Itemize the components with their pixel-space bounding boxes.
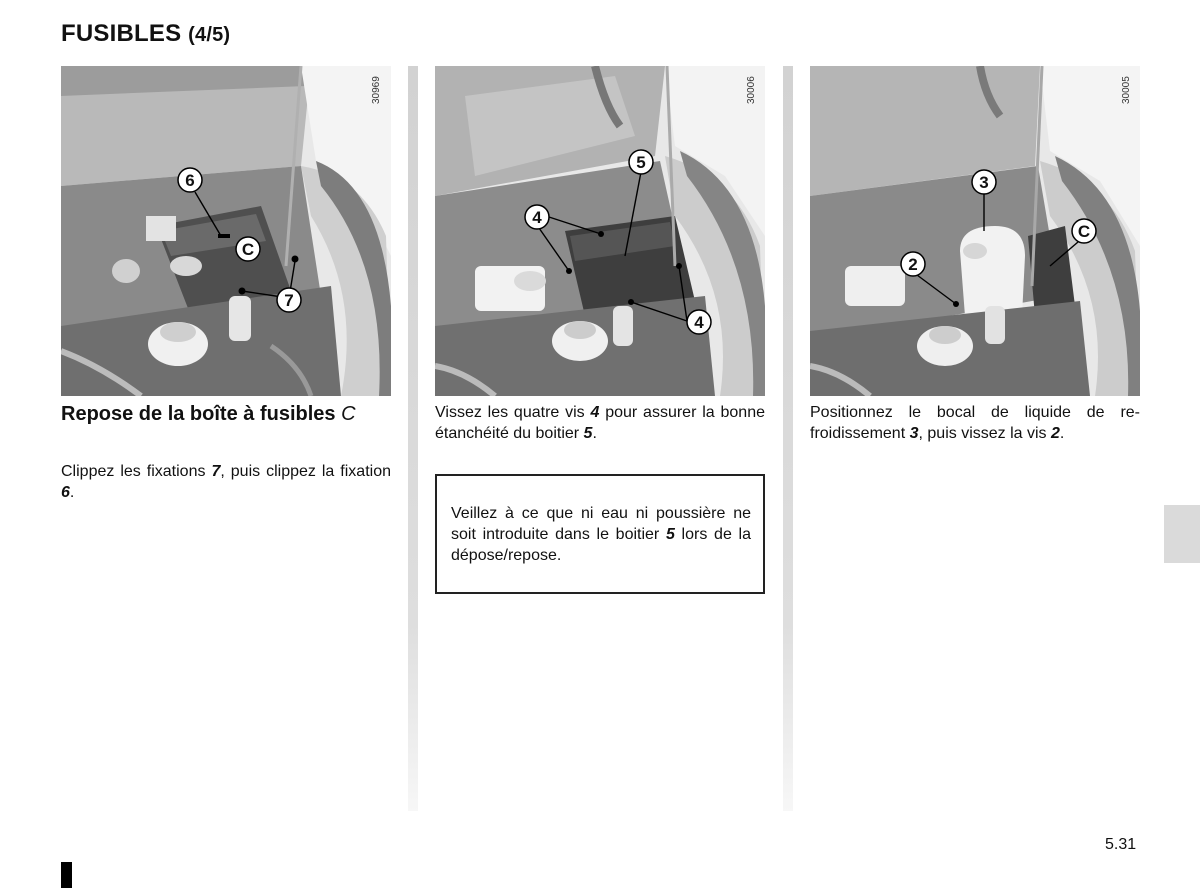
callout-c: C <box>241 240 255 259</box>
section-heading-text: Repose de la boîte à fusibles <box>61 403 336 425</box>
callout-7: 7 <box>284 291 294 310</box>
callout-5: 5 <box>636 153 646 172</box>
page-title-part: (4/5) <box>188 24 231 46</box>
text-run: , puis vissez la vis <box>918 425 1051 442</box>
panel-3-instruction <box>810 402 1140 444</box>
text-run: Veillez à ce que ni eau ni poussière ne soit introduite dans le boitier <box>451 505 751 543</box>
engine-photo-1 <box>61 66 391 396</box>
text-run: lors de la dépose/repose. <box>451 526 751 564</box>
page-title-main: FUSIBLES <box>61 20 182 47</box>
panel-2-instruction <box>435 402 765 444</box>
callout-c: C <box>1077 222 1091 241</box>
engine-photo-2 <box>435 66 765 396</box>
callout-4: 4 <box>694 313 704 332</box>
ref-number: 6 <box>61 484 70 501</box>
callout-6: 6 <box>185 171 195 190</box>
text-run: . <box>592 425 597 442</box>
ref-number: 2 <box>1050 425 1060 442</box>
chapter-tab <box>1164 505 1200 563</box>
warning-note <box>435 474 765 594</box>
page-title <box>61 20 230 48</box>
page-number: 5.31 <box>1105 836 1137 853</box>
ref-number: 3 <box>909 425 919 442</box>
column-separator <box>408 66 418 811</box>
engine-photo-3 <box>810 66 1140 396</box>
column-separator <box>783 66 793 811</box>
print-corner-mark <box>61 862 72 888</box>
ref-number: 5 <box>583 425 593 442</box>
ref-number: 7 <box>211 463 221 480</box>
callout-3: 3 <box>979 173 989 192</box>
photo-reference-code: 30006 <box>746 76 757 104</box>
text-run: . <box>1059 425 1065 442</box>
section-heading <box>61 402 391 427</box>
text-run: pour assurer la bonne étanchéité du boitier <box>435 404 765 442</box>
text-run: , puis clippez la fixation <box>220 463 391 480</box>
text-run: Clippez les fixations <box>61 463 212 480</box>
callout-4: 4 <box>532 208 542 227</box>
ref-number: 4 <box>590 404 600 421</box>
panel-1-instruction <box>61 461 391 503</box>
text-run: Vissez les quatre vis <box>435 404 591 421</box>
callout-2: 2 <box>908 255 918 274</box>
ref-number: 5 <box>665 526 675 543</box>
section-heading-ref: C <box>341 403 356 425</box>
text-run: Positionnez le bocal de liquide de re-froidissement <box>810 404 1140 442</box>
photo-reference-code: 30005 <box>1121 76 1132 104</box>
photo-reference-code: 30969 <box>371 76 382 104</box>
text-run: . <box>69 484 75 501</box>
